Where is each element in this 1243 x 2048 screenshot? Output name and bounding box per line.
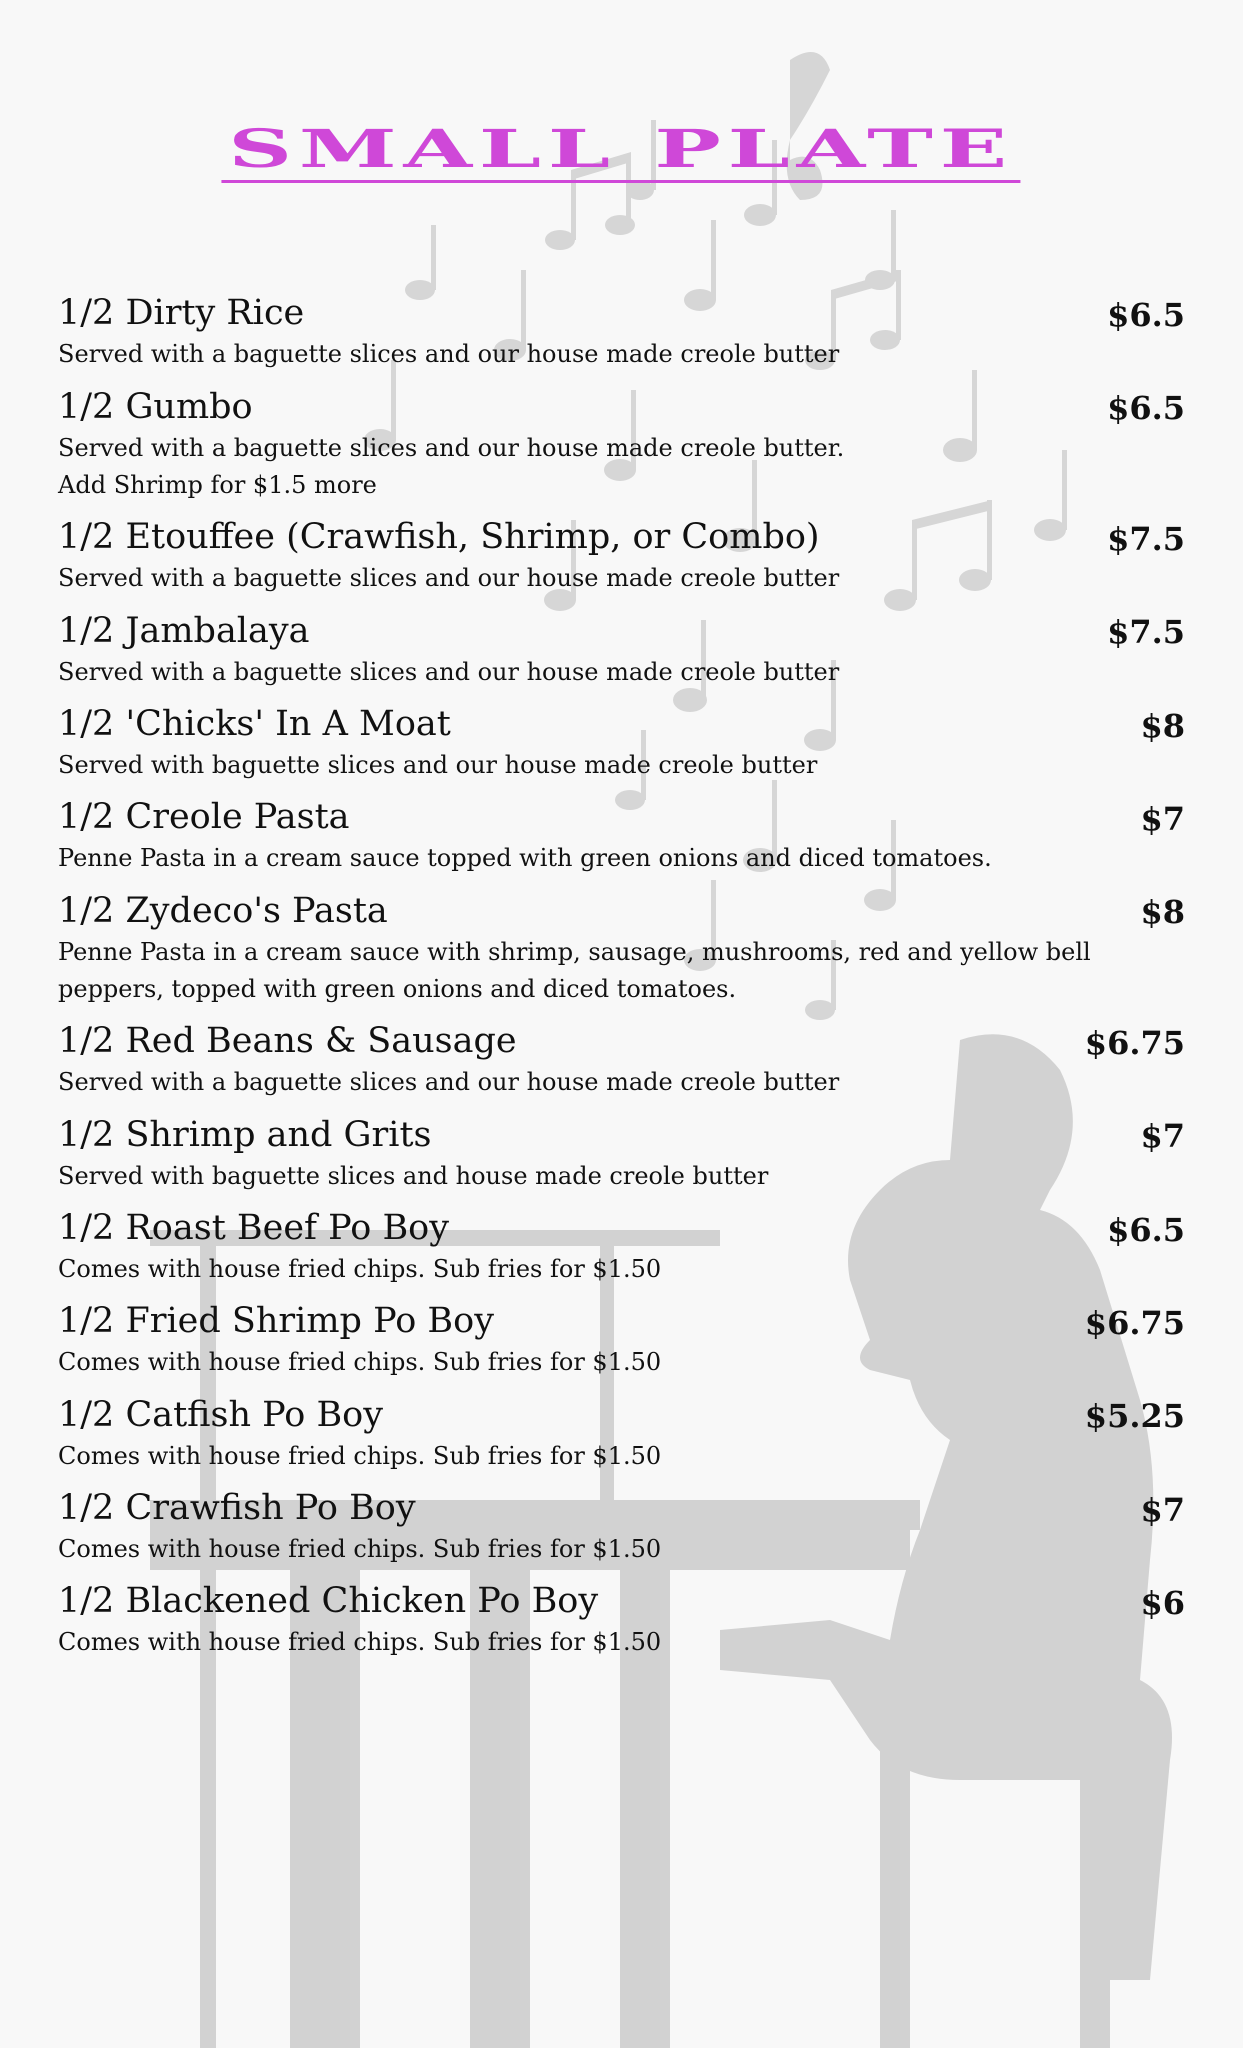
item-description: Served with a baguette slices and our house made creole butter [58, 340, 840, 369]
menu-item [58, 379, 1185, 503]
item-price: $6 [1140, 1584, 1185, 1623]
item-description: Served with a baguette slices and our house made creole butter [58, 564, 840, 593]
item-name: 1/2 Creole Pasta [58, 797, 350, 838]
menu-item [58, 510, 1185, 597]
item-price: $7 [1140, 1490, 1185, 1529]
item-price: $6.5 [1107, 389, 1185, 428]
item-name: 1/2 Shrimp and Grits [58, 1114, 432, 1155]
menu-item [58, 1014, 1185, 1101]
item-price: $5.25 [1084, 1397, 1185, 1436]
item-description: Served with a baguette slices and our house made creole butter. Add Shrimp for $1.5 more [58, 433, 845, 499]
item-price: $6.75 [1084, 1023, 1185, 1062]
menu-item [58, 1294, 1185, 1381]
menu-item [58, 1481, 1185, 1568]
menu-item [58, 790, 1185, 877]
item-name: 1/2 'Chicks' In A Moat [58, 703, 451, 744]
item-description: Comes with house fried chips. Sub fries for $1.50 [58, 1348, 662, 1377]
item-description: Comes with house fried chips. Sub fries for $1.50 [58, 1441, 662, 1470]
item-price: $6.5 [1107, 296, 1185, 334]
item-name: 1/2 Red Beans & Sausage [58, 1021, 517, 1062]
item-name: 1/2 Crawfish Po Boy [58, 1488, 416, 1529]
menu-title-text: SMALL PLATE [222, 120, 1021, 183]
item-description: Comes with house fried chips. Sub fries for $1.50 [58, 1535, 662, 1564]
item-price: $8 [1140, 706, 1185, 745]
item-description: Served with a baguette slices and our house made creole butter [58, 657, 840, 686]
item-name: 1/2 Zydeco's Pasta [58, 890, 388, 931]
item-name: 1/2 Fried Shrimp Po Boy [58, 1301, 494, 1342]
item-description: Served with baguette slices and our house made creole butter [58, 750, 818, 779]
item-name: 1/2 Gumbo [58, 386, 253, 427]
item-price: $7.5 [1107, 613, 1185, 652]
menu-item [58, 1201, 1185, 1288]
menu-item [58, 286, 1185, 373]
menu-item [58, 1107, 1185, 1194]
item-description: Served with a baguette slices and our house made creole butter [58, 1068, 840, 1097]
menu-list [58, 286, 1185, 1661]
item-name: 1/2 Blackened Chicken Po Boy [58, 1581, 599, 1622]
item-name: 1/2 Catfish Po Boy [58, 1394, 384, 1435]
menu-item [58, 1574, 1185, 1661]
item-description: Penne Pasta in a cream sauce topped with green onions and diced tomatoes. [58, 844, 992, 873]
item-price: $7 [1140, 799, 1185, 838]
item-price: $6.75 [1084, 1303, 1185, 1342]
item-description: Comes with house fried chips. Sub fries for $1.50 [58, 1254, 662, 1283]
item-price: $6.5 [1107, 1210, 1185, 1249]
item-price: $7.5 [1107, 519, 1185, 558]
menu-item [58, 603, 1185, 690]
menu-item [58, 1387, 1185, 1474]
menu-title [0, 120, 1243, 183]
menu-item [58, 883, 1185, 1007]
item-price: $7 [1140, 1117, 1185, 1156]
item-name: 1/2 Roast Beef Po Boy [58, 1207, 450, 1248]
item-name: 1/2 Etouffee (Crawfish, Shrimp, or Combo) [58, 517, 820, 558]
item-name: 1/2 Dirty Rice [58, 293, 305, 334]
item-description: Served with baguette slices and house made creole butter [58, 1161, 769, 1190]
item-description: Penne Pasta in a cream sauce with shrimp, sausage, mushrooms, red and yellow bell peppers, topped with green onions and diced tomatoes. [58, 937, 1091, 1003]
menu-item [58, 697, 1185, 784]
item-description: Comes with house fried chips. Sub fries for $1.50 [58, 1628, 662, 1657]
item-price: $8 [1140, 893, 1185, 932]
item-name: 1/2 Jambalaya [58, 610, 310, 651]
